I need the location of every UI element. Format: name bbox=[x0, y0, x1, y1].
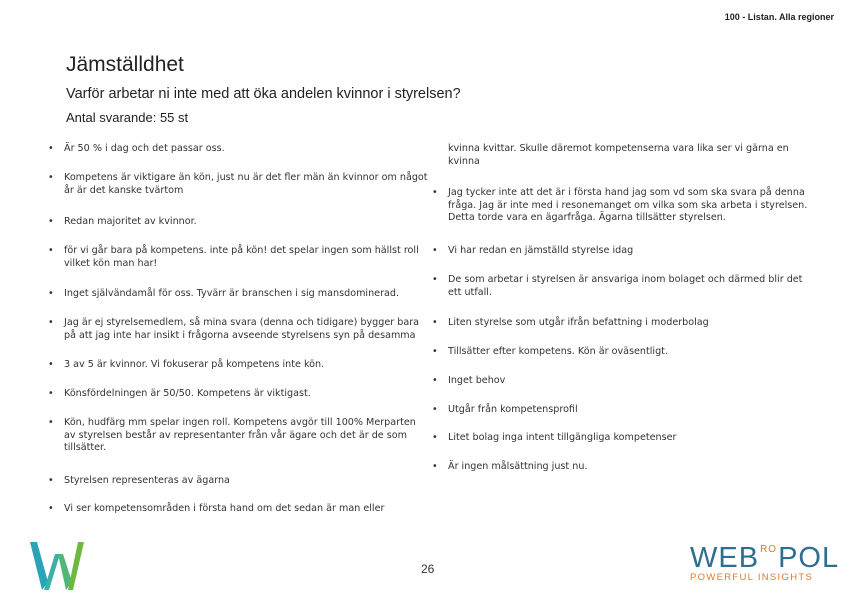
bullet-icon: • bbox=[432, 274, 438, 285]
answer-item: • Utgår från kompetensprofil bbox=[432, 404, 578, 415]
answer-continuation: kvinna kvittar. Skulle däremot kompetenserna vara lika ser vi gärna en kvinna bbox=[448, 143, 789, 167]
bullet-icon: • bbox=[432, 375, 438, 386]
answer-item: • Redan majoritet av kvinnor. bbox=[48, 216, 197, 227]
answer-item: • 3 av 5 är kvinnor. Vi fokuserar på kompetens inte kön. bbox=[48, 359, 325, 370]
answer-item: • Är ingen målsättning just nu. bbox=[432, 461, 588, 472]
w-logo-icon bbox=[28, 540, 86, 592]
answer-item: • Jag är ej styrelsemedlem, så mina svara (denna och tidigare) bygger bara på att jag inte har insikt i frågorna avseende styrelsens syn på desamma bbox=[48, 317, 420, 341]
answer-item: • Tillsätter efter kompetens. Kön är oväsentligt. bbox=[432, 346, 668, 357]
page-number: 26 bbox=[421, 562, 435, 576]
answer-item: • Kompetens är viktigare än kön, just nu är det fler män än kvinnor om något år är det kanske tvärtom bbox=[48, 172, 428, 196]
report-label: 100 - Listan. Alla regioner bbox=[724, 12, 834, 22]
answer-item: • Könsfördelningen är 50/50. Kompetens är viktigast. bbox=[48, 388, 311, 399]
bullet-icon: • bbox=[48, 288, 54, 299]
brand-tagline: POWERFUL INSIGHTS bbox=[690, 572, 814, 583]
answer-item: • Jag tycker inte att det är i första hand jag som vd som ska svara på denna fråga. Jag är inte med i resonemanget om vilka som ska arbeta i styrelsen. Detta torde vara en ägarfråga. Ägarna tillsätter styrelsen. bbox=[432, 187, 808, 224]
survey-question: Varför arbetar ni inte med att öka andelen kvinnor i styrelsen? bbox=[66, 86, 461, 102]
answer-item: • De som arbetar i styrelsen är ansvariga inom bolaget och därmed blir det ett utfall. bbox=[432, 274, 803, 298]
answer-item: • Kön, hudfärg mm spelar ingen roll. Kompetens avgör till 100% Merparten av styrelsen består av representanter från vår ägare och det är de som tillsätter. bbox=[48, 417, 416, 454]
bullet-icon: • bbox=[48, 245, 54, 256]
answer-item: • för vi går bara på kompetens. inte på kön! det spelar ingen som hällst roll vilket kön man har! bbox=[48, 245, 419, 269]
bullet-icon: • bbox=[48, 359, 54, 370]
bullet-icon: • bbox=[48, 503, 54, 514]
page-title: Jämställdhet bbox=[66, 53, 184, 76]
answer-item: • Styrelsen representeras av ägarna bbox=[48, 475, 230, 486]
bullet-icon: • bbox=[432, 404, 438, 415]
bullet-icon: • bbox=[432, 461, 438, 472]
bullet-icon: • bbox=[432, 317, 438, 328]
bullet-icon: • bbox=[432, 245, 438, 256]
answer-item: • Liten styrelse som utgår ifrån befattning i moderbolag bbox=[432, 317, 709, 328]
answer-item: • Inget självändamål för oss. Tyvärr är branschen i sig mansdominerad. bbox=[48, 288, 400, 299]
bullet-icon: • bbox=[48, 143, 54, 154]
bullet-icon: • bbox=[432, 346, 438, 357]
brand-web: WEB bbox=[690, 542, 760, 574]
bullet-icon: • bbox=[48, 216, 54, 227]
answer-item: • Inget behov bbox=[432, 375, 506, 386]
bullet-icon: • bbox=[48, 317, 54, 328]
answer-item: • Vi har redan en jämställd styrelse idag bbox=[432, 245, 634, 256]
answer-item: • Är 50 % i dag och det passar oss. bbox=[48, 143, 225, 154]
bullet-icon: • bbox=[48, 172, 54, 183]
webropol-logo bbox=[690, 542, 839, 583]
answer-item: • Vi ser kompetensområden i första hand om det sedan är man eller bbox=[48, 503, 385, 514]
brand-pol: POL bbox=[778, 542, 840, 574]
bullet-icon: • bbox=[48, 475, 54, 486]
bullet-icon: • bbox=[432, 432, 438, 443]
bullet-icon: • bbox=[48, 388, 54, 399]
answer-item: • Litet bolag inga intent tillgängliga kompetenser bbox=[432, 432, 677, 443]
respondent-count: Antal svarande: 55 st bbox=[66, 110, 189, 125]
bullet-icon: • bbox=[432, 187, 438, 198]
brand-ro: RO bbox=[760, 544, 778, 555]
bullet-icon: • bbox=[48, 417, 54, 428]
